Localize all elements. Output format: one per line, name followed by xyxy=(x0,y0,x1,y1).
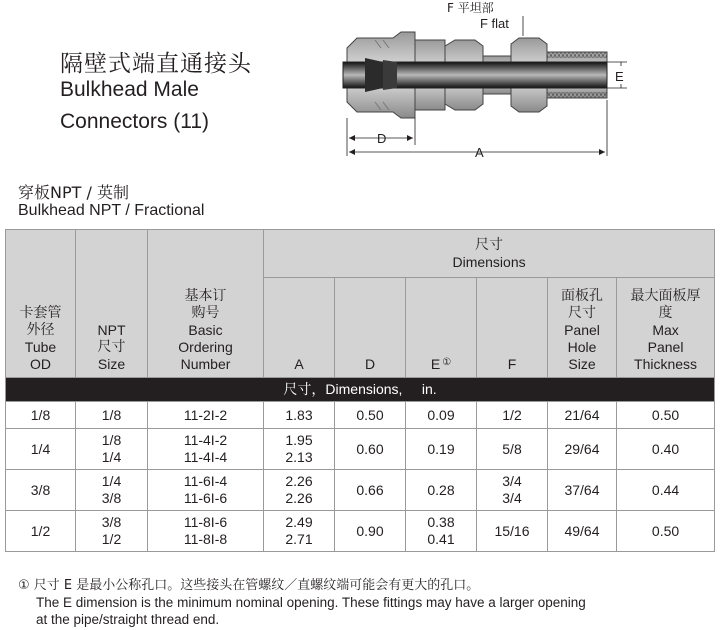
dim-f-cell-value: 5/8 xyxy=(502,440,522,457)
tube-od-cell: 1/4 xyxy=(6,429,76,470)
label-e: E xyxy=(615,69,624,84)
header-dimensions-group: 尺寸 Dimensions xyxy=(264,230,715,278)
dim-a-cell-value: 2.26 xyxy=(285,473,313,489)
ordering-number-cell-value: 11-6I-4 xyxy=(183,473,228,489)
table-row xyxy=(6,402,715,429)
ordering-number-cell-value: 11-8I-8 xyxy=(183,531,228,547)
dim-f-cell-value: 15/16 xyxy=(494,522,530,539)
table-row xyxy=(6,511,715,552)
ordering-number-cell xyxy=(148,402,264,429)
label-a: A xyxy=(475,145,484,160)
ordering-number-cell xyxy=(148,511,264,552)
fitting-cross-section-drawing xyxy=(335,0,635,170)
header-npt-size: NPT 尺寸 Size xyxy=(76,230,148,378)
dim-a-cell xyxy=(264,402,335,429)
dim-d-cell: 0.50 xyxy=(335,402,406,429)
header-col-e: E ① xyxy=(406,278,477,378)
panel-thickness-cell: 0.50 xyxy=(617,402,715,429)
ordering-number-cell-value: 11-2I-2 xyxy=(183,406,228,423)
dim-f-cell xyxy=(477,470,548,511)
ordering-number-cell xyxy=(148,470,264,511)
dim-f-cell xyxy=(477,429,548,470)
dim-e-cell-value: 0.28 xyxy=(427,481,455,498)
dim-a-cell-value: 2.13 xyxy=(285,449,313,465)
dim-f-cell-value: 3/4 xyxy=(502,473,522,489)
section-subtitle-english: Bulkhead NPT / Fractional xyxy=(18,202,205,219)
tube-od-cell: 1/2 xyxy=(6,511,76,552)
ordering-number-cell xyxy=(148,429,264,470)
header-col-a: A xyxy=(264,278,335,378)
npt-size-cell xyxy=(76,470,148,511)
dim-e-cell xyxy=(406,402,477,429)
table-row xyxy=(6,429,715,470)
dim-a-cell xyxy=(264,470,335,511)
dim-e-cell xyxy=(406,470,477,511)
dim-e-cell-value: 0.19 xyxy=(427,440,455,457)
panel-thickness-cell: 0.40 xyxy=(617,429,715,470)
npt-size-cell-value: 1/8 xyxy=(101,432,122,448)
dim-a-cell-value: 2.49 xyxy=(285,514,313,530)
dim-f-cell-value: 1/2 xyxy=(502,406,522,423)
npt-size-cell xyxy=(76,511,148,552)
dim-e-cell xyxy=(406,429,477,470)
dim-d-cell: 0.66 xyxy=(335,470,406,511)
ordering-number-cell-value: 11-8I-6 xyxy=(183,514,228,530)
dim-a-cell-value: 1.95 xyxy=(285,432,313,448)
dim-e-cell-value: 0.09 xyxy=(427,406,455,423)
units-band: 尺寸，Dimensions, in. xyxy=(6,378,715,402)
ordering-number-cell-value: 11-4I-4 xyxy=(183,449,228,465)
tube-od-cell: 3/8 xyxy=(6,470,76,511)
dim-f-cell-value: 3/4 xyxy=(502,490,522,506)
header-col-f: F xyxy=(477,278,548,378)
label-d: D xyxy=(377,131,387,146)
panel-hole-cell: 21/64 xyxy=(548,402,617,429)
header-tube-od: 卡套管外径 Tube OD xyxy=(6,230,76,378)
dim-a-cell xyxy=(264,429,335,470)
npt-size-cell xyxy=(76,429,148,470)
header-panel-hole-size: 面板孔尺寸 Panel Hole Size xyxy=(548,278,617,378)
header-col-d: D xyxy=(335,278,406,378)
npt-size-cell-value: 1/4 xyxy=(101,473,122,489)
panel-thickness-cell: 0.50 xyxy=(617,511,715,552)
title-chinese: 隔壁式端直通接头 xyxy=(60,51,252,77)
footnote-english: The E dimension is the minimum nominal opening. These fittings may have a larger opening at the pipe/straight thread end. xyxy=(36,595,586,627)
dim-d-cell: 0.60 xyxy=(335,429,406,470)
ordering-number-cell-value: 11-6I-6 xyxy=(183,490,228,506)
npt-size-cell xyxy=(76,402,148,429)
label-f-english: F flat xyxy=(480,16,509,31)
dim-a-cell xyxy=(264,511,335,552)
title-english-line1: Bulkhead Male xyxy=(60,78,199,101)
npt-size-cell-value: 3/8 xyxy=(101,514,122,530)
title-english-line2: Connectors (11) xyxy=(60,110,210,133)
header-basic-ordering-number: 基本订购号 Basic Ordering Number xyxy=(148,230,264,378)
table-row xyxy=(6,470,715,511)
panel-hole-cell: 29/64 xyxy=(548,429,617,470)
dim-a-cell-value: 1.83 xyxy=(285,406,313,423)
panel-thickness-cell: 0.44 xyxy=(617,470,715,511)
section-subtitle-chinese: 穿板NPT / 英制 xyxy=(18,183,129,202)
ordering-number-cell-value: 11-4I-2 xyxy=(183,432,228,448)
panel-hole-cell: 49/64 xyxy=(548,511,617,552)
npt-size-cell-value: 3/8 xyxy=(101,490,122,506)
dim-e-cell-value: 0.41 xyxy=(427,531,455,547)
dimensions-table xyxy=(5,229,715,552)
dim-d-cell: 0.90 xyxy=(335,511,406,552)
dim-e-cell xyxy=(406,511,477,552)
panel-hole-cell: 37/64 xyxy=(548,470,617,511)
footnote-marker: ① xyxy=(442,357,452,368)
dim-f-cell xyxy=(477,402,548,429)
dim-a-cell-value: 2.26 xyxy=(285,490,313,506)
footnote-chinese: ① 尺寸 E 是最小公称孔口。这些接头在管螺纹／直螺纹端可能会有更大的孔口。 xyxy=(18,578,480,593)
npt-size-cell-value: 1/4 xyxy=(101,449,122,465)
dim-a-cell-value: 2.71 xyxy=(285,531,313,547)
dim-f-cell xyxy=(477,511,548,552)
tube-od-cell: 1/8 xyxy=(6,402,76,429)
label-f-chinese: F 平坦部 xyxy=(447,1,494,15)
npt-size-cell-value: 1/2 xyxy=(101,531,122,547)
npt-size-cell-value: 1/8 xyxy=(101,406,122,423)
header-max-panel-thickness: 最大面板厚度 Max Panel Thickness xyxy=(617,278,715,378)
dim-e-cell-value: 0.38 xyxy=(427,514,455,530)
